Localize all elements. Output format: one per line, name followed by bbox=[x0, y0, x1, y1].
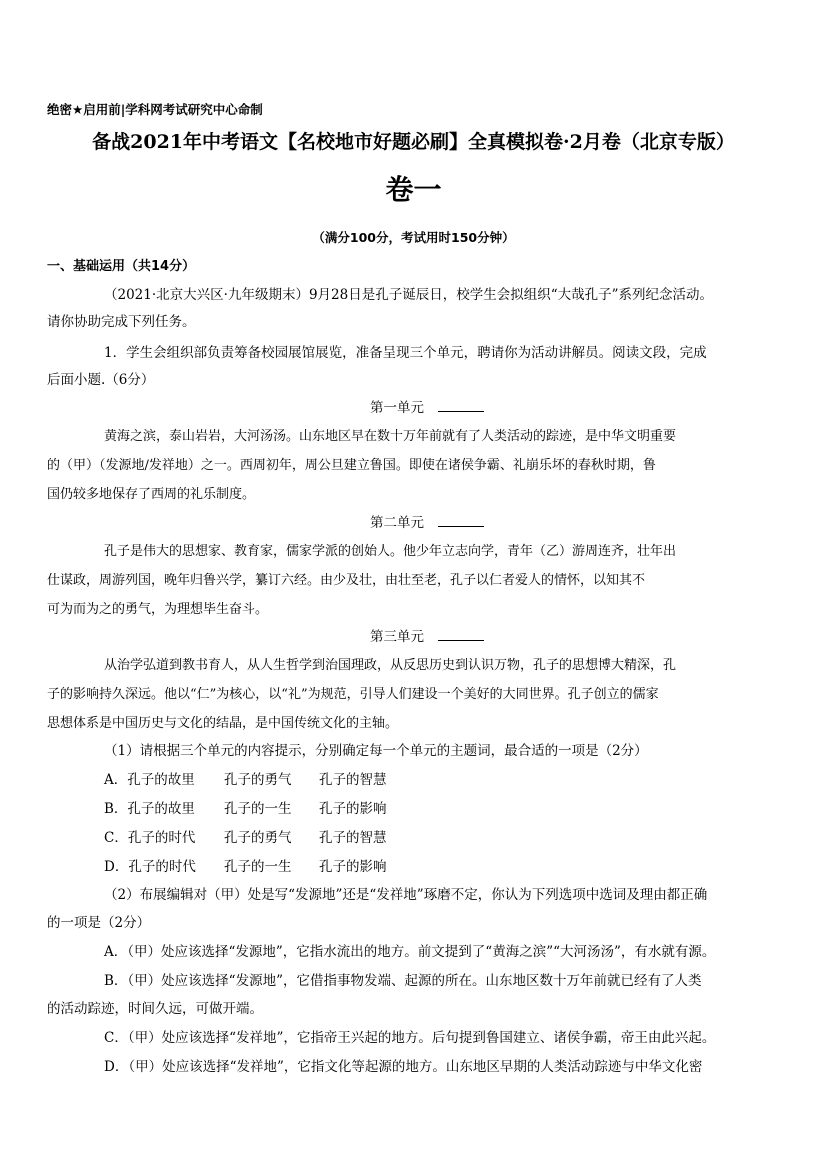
unit-title bbox=[370, 514, 484, 532]
unit-title-text: 第一单元 bbox=[370, 400, 424, 416]
answer-blank bbox=[438, 628, 484, 641]
exam-info: （满分100分，考试用时150分钟） bbox=[312, 230, 515, 245]
unit-title-text: 第三单元 bbox=[370, 629, 424, 645]
option-term: 孔子的智慧 bbox=[319, 772, 387, 788]
option-B: B．（甲）处应该选择“发源地”，它借指事物发端、起源的所在。山东地区数十万年前就已经有了人类 bbox=[104, 973, 702, 989]
unit-title bbox=[370, 628, 484, 646]
confidential-label: 绝密★启用前|学科网考试研究中心命制 bbox=[47, 102, 263, 117]
unit-text-line: 孔子是伟大的思想家、教育家，儒家学派的创始人。他少年立志向学，青年（乙）游周连齐，壮年出 bbox=[104, 544, 677, 559]
option-C: C．（甲）处应该选择“发祥地”，它指帝王兴起的地方。后句提到鲁国建立、诸侯争霸，帝王由此兴起。 bbox=[104, 1030, 716, 1046]
unit-text-line: 仕谋政，周游列国，晚年归鲁兴学，纂订六经。由少及壮，由壮至老，孔子以仁者爱人的情怀，以知其不 bbox=[47, 573, 646, 588]
unit-text-line: 子的影响持久深远。他以“仁”为核心，以“礼”为规范，引导人们建设一个美好的大同世界。孔子创立的儒家 bbox=[47, 687, 659, 702]
option-term: 孔子的智慧 bbox=[319, 830, 387, 846]
option-A bbox=[104, 771, 387, 789]
option-label: B．孔子的故里 bbox=[104, 801, 195, 817]
unit-text-line: 国仍较多地保存了西周的礼乐制度。 bbox=[47, 487, 256, 502]
answer-blank bbox=[438, 514, 484, 527]
option-D: D．（甲）处应该选择“发祥地”，它指文化等起源的地方。山东地区早期的人类活动踪迹与中华文化密 bbox=[104, 1059, 703, 1075]
section-heading: 一、基础运用（共14分） bbox=[47, 259, 196, 274]
option-A: A．（甲）处应该选择“发源地”，它指水流出的地方。前文提到了“黄海之滨”“大河汤汤”，有水就有源。 bbox=[104, 944, 716, 960]
option-C bbox=[104, 829, 387, 847]
option-label: D．孔子的时代 bbox=[104, 859, 196, 875]
unit-title-text: 第二单元 bbox=[370, 515, 424, 531]
subquestion-stem: 的一项是（2分） bbox=[47, 915, 151, 931]
option-B bbox=[104, 800, 387, 818]
unit-text-line: 的（甲）（发源地/发祥地）之一。西周初年，周公旦建立鲁国。即使在诸侯争霸、礼崩乐坏的春秋时期，鲁 bbox=[47, 458, 656, 473]
unit-text-line: 可为而为之的勇气，为理想毕生奋斗。 bbox=[47, 602, 269, 617]
volume-title: 卷一 bbox=[385, 173, 442, 206]
unit-text-line: 黄海之滨，泰山岩岩，大河汤汤。山东地区早在数十万年前就有了人类活动的踪迹，是中华文明重要 bbox=[104, 429, 677, 444]
question-stem: 1．学生会组织部负责筹备校园展馆展览，准备呈现三个单元，聘请你为活动讲解员。阅读文段，完成 bbox=[104, 345, 707, 361]
unit-title bbox=[370, 399, 484, 417]
page-title: 备战2021年中考语文【名校地市好题必刷】全真模拟卷·2月卷（北京专版） bbox=[92, 131, 735, 153]
answer-blank bbox=[438, 399, 484, 412]
intro-line: 请你协助完成下列任务。 bbox=[47, 314, 196, 330]
option-term: 孔子的一生 bbox=[224, 801, 292, 817]
option-term: 孔子的影响 bbox=[319, 801, 387, 817]
unit-text-line: 思想体系是中国历史与文化的结晶，是中国传统文化的主轴。 bbox=[47, 716, 399, 731]
option-label: A．孔子的故里 bbox=[104, 772, 195, 788]
question-stem: 后面小题.（6分） bbox=[47, 372, 155, 388]
subquestion-stem: （2）布展编辑对（甲）处是写“发源地”还是“发祥地”琢磨不定，你认为下列选项中选词及理由都正确 bbox=[104, 887, 708, 903]
option-label: C．孔子的时代 bbox=[104, 830, 196, 846]
option-term: 孔子的影响 bbox=[319, 859, 387, 875]
option-D bbox=[104, 858, 387, 876]
unit-text-line: 从治学弘道到教书育人，从人生哲学到治国理政，从反思历史到认识万物，孔子的思想博大精深，孔 bbox=[104, 658, 677, 673]
option-B-cont: 的活动踪迹，时间久远，可做开端。 bbox=[47, 1001, 263, 1017]
option-term: 孔子的勇气 bbox=[224, 772, 292, 788]
subquestion-stem: （1）请根据三个单元的内容提示，分别确定每一个单元的主题词，最合适的一项是（2分） bbox=[104, 743, 648, 759]
option-term: 孔子的一生 bbox=[224, 859, 292, 875]
intro-line: （2021·北京大兴区·九年级期末）9月28日是孔子诞辰日，校学生会拟组织“大哉孔子”系列纪念活动。 bbox=[104, 287, 714, 303]
option-term: 孔子的勇气 bbox=[224, 830, 292, 846]
